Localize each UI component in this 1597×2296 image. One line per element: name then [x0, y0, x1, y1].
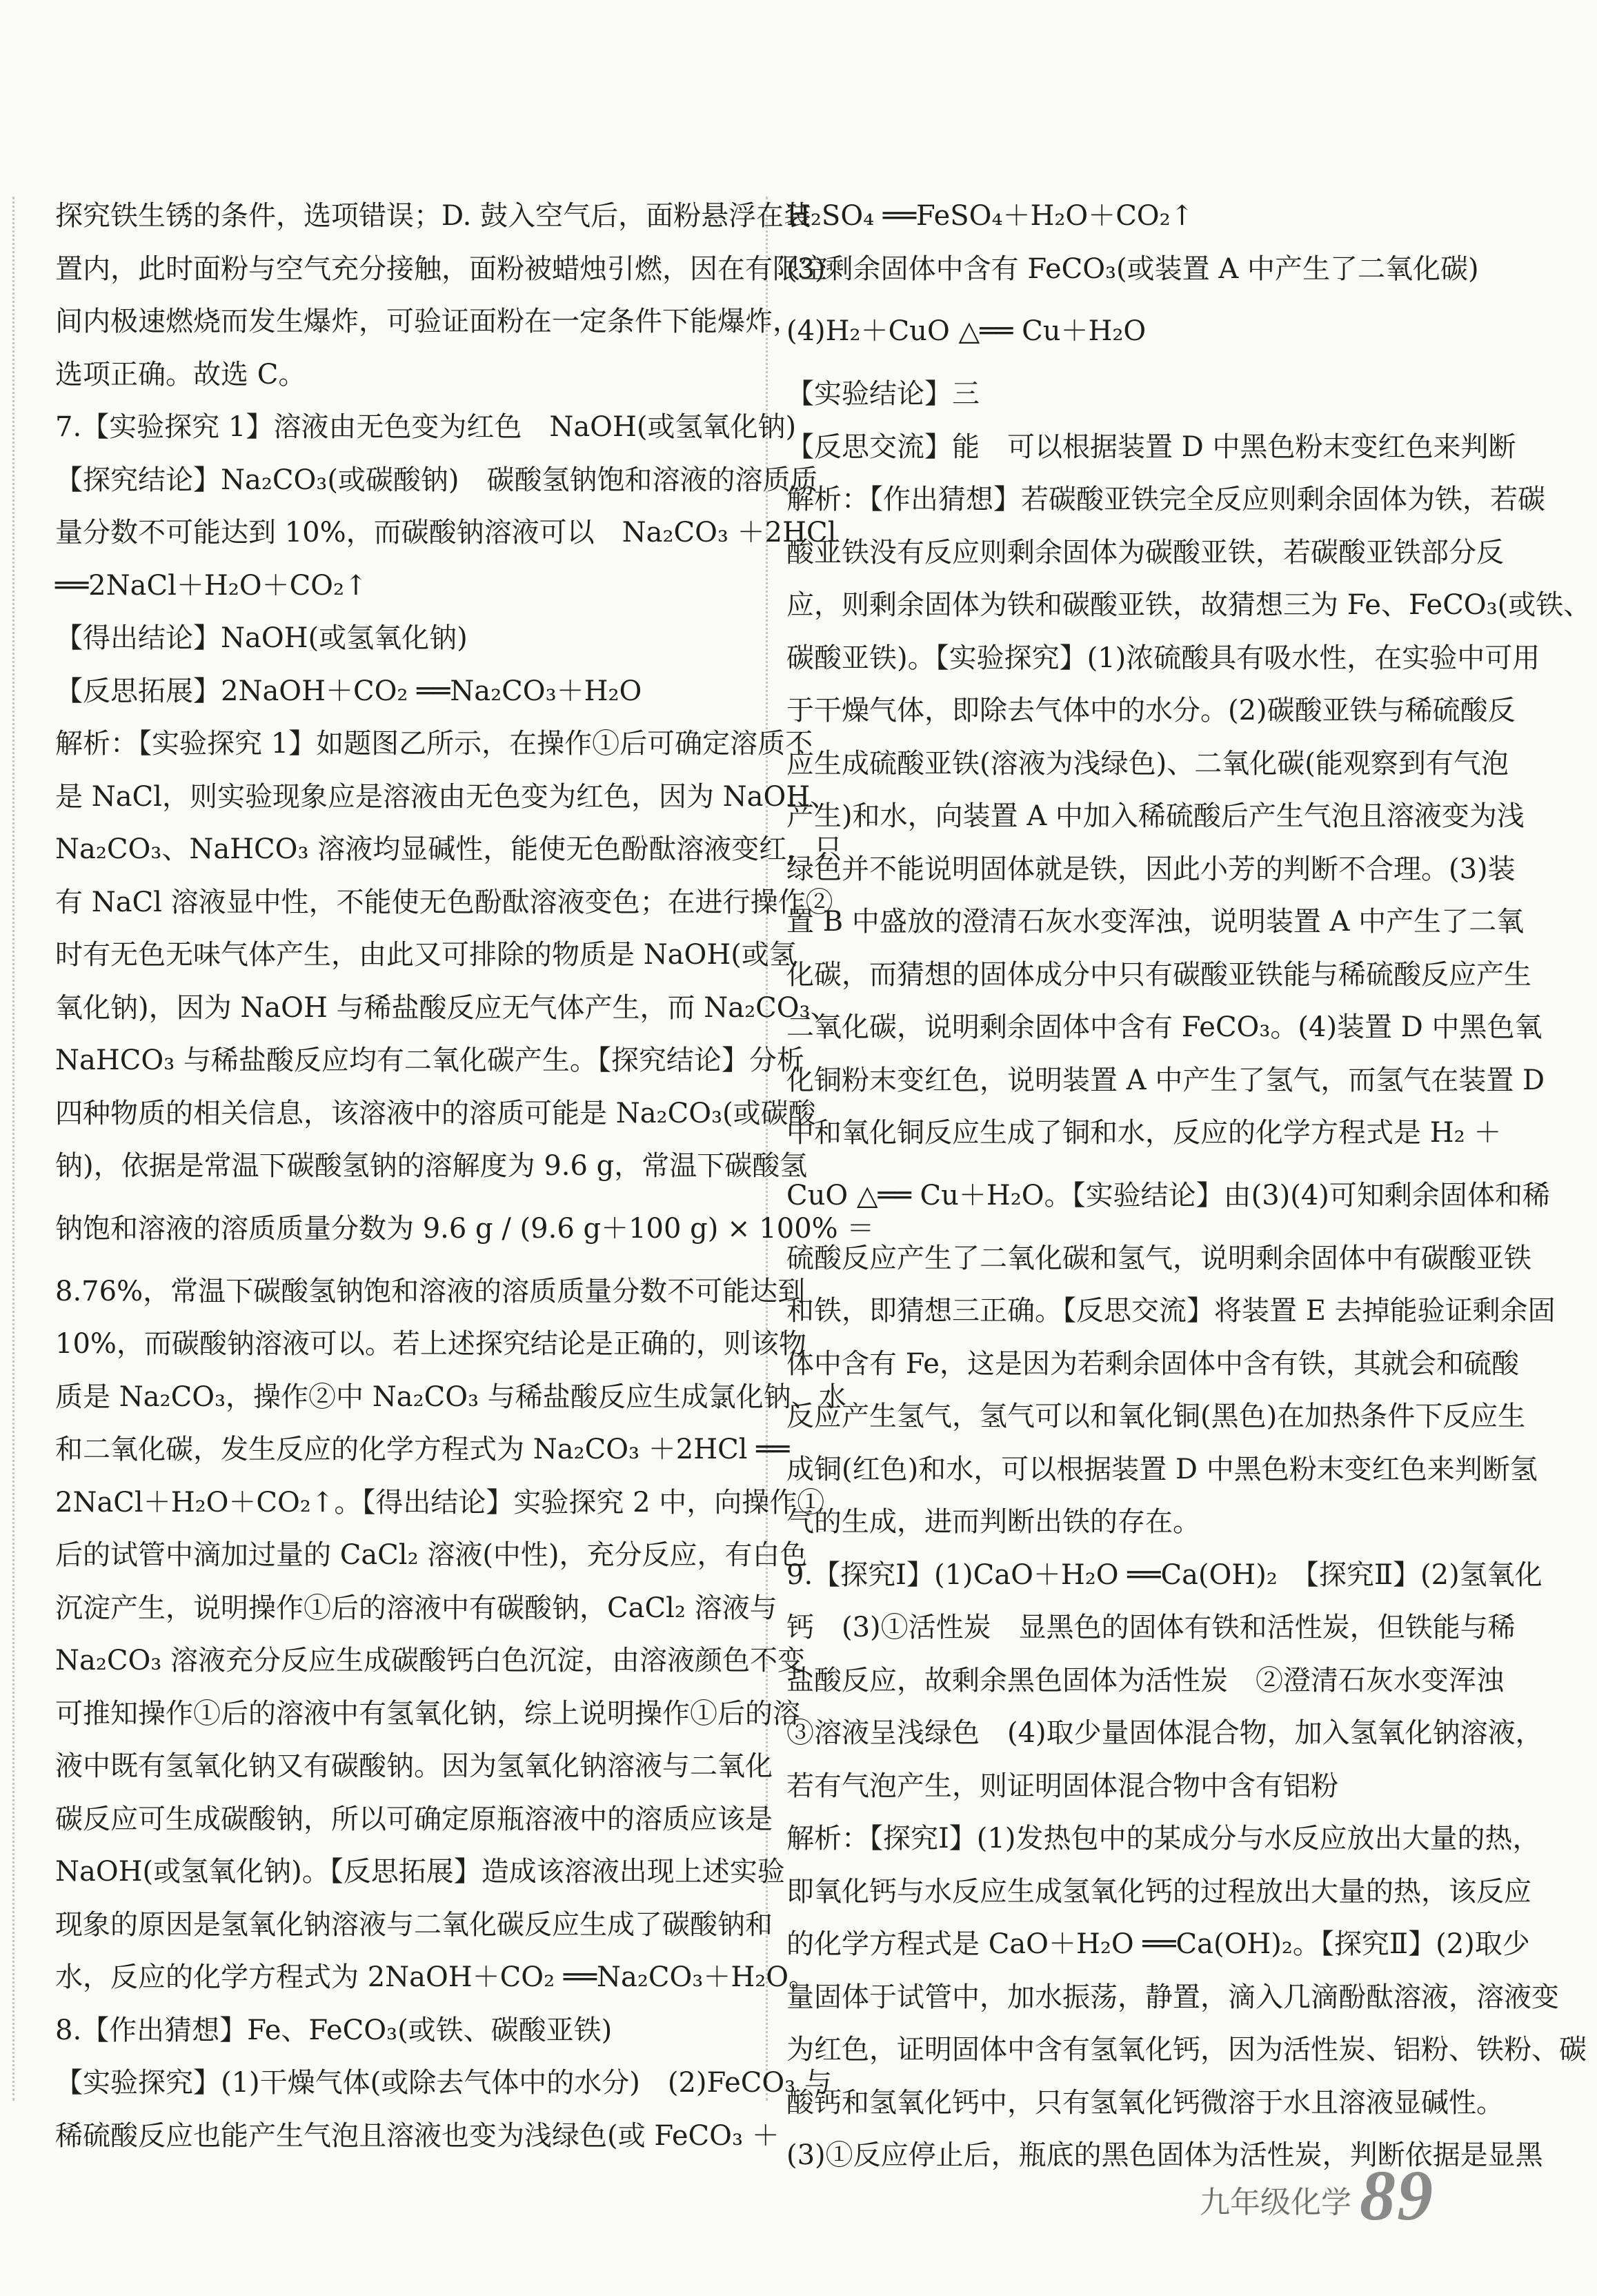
text-line: 质是 Na₂CO₃，操作②中 Na₂CO₃ 与稀盐酸反应生成氯化钠、水 — [55, 1380, 846, 1413]
text-line: 碳酸亚铁)。【实验探究】(1)浓硫酸具有吸水性，在实验中可用 — [786, 642, 1540, 674]
text-line: 应，则剩余固体为铁和碳酸亚铁，故猜想三为 Fe、FeCO₃(或铁、 — [786, 589, 1591, 621]
text-line: 即氧化钙与水反应生成氢氧化钙的过程放出大量的热，该反应 — [786, 1875, 1531, 1908]
text-line: 体中含有 Fe，这是因为若剩余固体中含有铁，其就会和硫酸 — [786, 1347, 1519, 1380]
text-line: 【探究结论】Na₂CO₃(或碳酸钠) 碳酸氢钠饱和溶液的溶质质 — [55, 464, 818, 496]
text-line: 化碳，而猜想的固体成分中只有碳酸亚铁能与稀硫酸反应产生 — [786, 958, 1531, 991]
text-line: 和二氧化碳，发生反应的化学方程式为 Na₂CO₃ ＋2HCl ══ — [55, 1434, 790, 1465]
text-line: 【反思交流】能 可以根据装置 D 中黑色粉末变红色来判断 — [786, 430, 1516, 463]
text-line: 8.76%，常温下碳酸氢钠饱和溶液的溶质质量分数不可能达到 — [55, 1275, 806, 1307]
text-line: 钙 (3)①活性炭 显黑色的固体有铁和活性炭，但铁能与稀 — [786, 1612, 1516, 1643]
text-line: 选项正确。故选 C。 — [55, 358, 306, 390]
text-line: 置内，此时面粉与空气充分接触，面粉被蜡烛引燃，因在有限空 — [55, 253, 828, 285]
left-column — [55, 190, 875, 2162]
text-line: 7.【实验探究 1】溶液由无色变为红色 NaOH(或氢氧化钠) — [55, 411, 797, 443]
text-line: 应生成硫酸亚铁(溶液为浅绿色)、二氧化碳(能观察到有气泡 — [786, 747, 1509, 780]
text-line: 硫酸反应产生了二氧化碳和氢气，说明剩余固体中有碳酸亚铁 — [786, 1242, 1531, 1274]
text-line: ══2NaCl＋H₂O＋CO₂↑ — [55, 569, 368, 602]
text-line: 解析：【作出猜想】若碳酸亚铁完全反应则剩余固体为铁，若碳 — [786, 484, 1545, 515]
text-line: 【反思拓展】2NaOH＋CO₂ ══Na₂CO₃＋H₂O — [55, 675, 642, 707]
text-line: 酸亚铁没有反应则剩余固体为碳酸亚铁，若碳酸亚铁部分反 — [786, 536, 1504, 568]
text-line: 水，反应的化学方程式为 2NaOH＋CO₂ ══Na₂CO₃＋H₂O。 — [55, 1961, 817, 1993]
text-line: 间内极速燃烧而发生爆炸，可验证面粉在一定条件下能爆炸， — [55, 306, 800, 337]
text-line: NaOH(或氢氧化钠)。【反思拓展】造成该溶液出现上述实验 — [55, 1856, 785, 1888]
text-line: 10%，而碳酸钠溶液可以。若上述探究结论是正确的，则该物 — [55, 1328, 806, 1360]
text-line: 二氧化碳，说明剩余固体中含有 FeCO₃。(4)装置 D 中黑色氧 — [786, 1011, 1543, 1043]
text-line: 量固体于试管中，加水振荡，静置，滴入几滴酚酞溶液，溶液变 — [786, 1981, 1559, 2013]
text-line: 的化学方程式是 CaO＋H₂O ══Ca(OH)₂。【探究Ⅱ】(2)取少 — [786, 1928, 1530, 1960]
text-line: 解析：【实验探究 1】如题图乙所示，在操作①后可确定溶质不 — [55, 728, 813, 760]
text-line: 碳反应可生成碳酸钠，所以可确定原瓶溶液中的溶质应该是 — [55, 1803, 773, 1835]
text-line: 成铜(红色)和水，可以根据装置 D 中黑色粉末变红色来判断氢 — [786, 1453, 1538, 1485]
text-line: 产生)和水，向装置 A 中加入稀硫酸后产生气泡且溶液变为浅 — [786, 800, 1525, 832]
text-line: 时有无色无味气体产生，由此又可排除的物质是 NaOH(或氢 — [55, 939, 797, 971]
text-line: 中和氧化铜反应生成了铜和水，反应的化学方程式是 H₂ ＋ — [786, 1117, 1502, 1149]
text-line: 【实验结论】三 — [786, 378, 980, 410]
text-line: 是 NaCl，则实验现象应是溶液由无色变为红色，因为 NaOH、 — [55, 780, 838, 813]
text-line: 8.【作出猜想】Fe、FeCO₃(或铁、碳酸亚铁) — [55, 2014, 613, 2046]
text-line: 化铜粉末变红色，说明装置 A 中产生了氢气，而氢气在装置 D — [786, 1064, 1545, 1096]
text-line: H₂SO₄ ══FeSO₄＋H₂O＋CO₂↑ — [786, 200, 1194, 232]
text-line: NaHCO₃ 与稀盐酸反应均有二氧化碳产生。【探究结论】分析 — [55, 1045, 804, 1076]
text-line: 于干燥气体，即除去气体中的水分。(2)碳酸亚铁与稀硫酸反 — [786, 695, 1516, 726]
text-line: (3)①反应停止后，瓶底的黑色固体为活性炭，判断依据是显黑 — [786, 2139, 1543, 2171]
text-line: 置 B 中盛放的澄清石灰水变浑浊，说明装置 A 中产生了二氧 — [786, 906, 1525, 938]
text-line: Na₂CO₃、NaHCO₃ 溶液均显碱性，能使无色酚酞溶液变红，只 — [55, 833, 842, 865]
footer-label: 九年级化学 — [1200, 2185, 1351, 2220]
text-line: 解析：【探究Ⅰ】(1)发热包中的某成分与水反应放出大量的热， — [786, 1823, 1540, 1854]
text-line: 若有气泡产生，则证明固体混合物中含有铝粉 — [786, 1770, 1338, 1802]
text-line: 钠)，依据是常温下碳酸氢钠的溶解度为 9.6 g，常温下碳酸氢 — [55, 1150, 808, 1182]
text-line: 反应产生氢气，氢气可以和氧化铜(黑色)在加热条件下反应生 — [786, 1401, 1526, 1432]
text-line: 探究铁生锈的条件，选项错误；D. 鼓入空气后，面粉悬浮在装 — [55, 200, 812, 232]
text-line: 可推知操作①后的溶液中有氢氧化钠，综上说明操作①后的溶 — [55, 1697, 800, 1730]
text-line: 稀硫酸反应也能产生气泡且溶液也变为浅绿色(或 FeCO₃ ＋ — [55, 2119, 780, 2152]
text-line: (4)H₂＋CuO △══ Cu＋H₂O — [786, 315, 1147, 347]
text-line: 【实验探究】(1)干燥气体(或除去气体中的水分) (2)FeCO₃ 与 — [55, 2067, 832, 2099]
text-line: Na₂CO₃ 溶液充分反应生成碳酸钙白色沉淀，由溶液颜色不变 — [55, 1645, 806, 1676]
text-line: CuO △══ Cu＋H₂O。【实验结论】由(3)(4)可知剩余固体和稀 — [786, 1179, 1550, 1211]
text-line: 为红色，证明固体中含有氢氧化钙，因为活性炭、铝粉、铁粉、碳 — [786, 2034, 1587, 2066]
text-line: 9.【探究Ⅰ】(1)CaO＋H₂O ══Ca(OH)₂ 【探究Ⅱ】(2)氢氧化 — [786, 1558, 1543, 1591]
text-line: 液中既有氢氧化钠又有碳酸钠。因为氢氧化钠溶液与二氧化 — [55, 1750, 773, 1782]
text-line: 气的生成，进而判断出铁的存在。 — [786, 1506, 1200, 1538]
page-number: 89 — [1360, 2156, 1434, 2235]
text-line: 有 NaCl 溶液显中性，不能使无色酚酞溶液变色；在进行操作② — [55, 886, 833, 918]
text-line: 后的试管中滴加过量的 CaCl₂ 溶液(中性)，充分反应，有白色 — [55, 1539, 808, 1571]
text-line: ③溶液呈浅绿色 (4)取少量固体混合物，加入氢氧化钠溶液， — [786, 1717, 1543, 1749]
right-column — [786, 190, 1591, 2182]
text-line: 酸钙和氢氧化钙中，只有氢氧化钙微溶于水且溶液显碱性。 — [786, 2086, 1504, 2119]
text-line: 【得出结论】NaOH(或氢氧化钠) — [55, 622, 468, 654]
text-line: 沉淀产生，说明操作①后的溶液中有碳酸钠，CaCl₂ 溶液与 — [55, 1592, 777, 1624]
text-line: 量分数不可能达到 10%，而碳酸钠溶液可以 Na₂CO₃ ＋2HCl — [55, 517, 837, 548]
text-line: 和铁，即猜想三正确。【反思交流】将装置 E 去掉能验证剩余固 — [786, 1295, 1556, 1327]
text-line: (3)剩余固体中含有 FeCO₃(或装置 A 中产生了二氧化碳) — [786, 253, 1479, 285]
text-line: 钠饱和溶液的溶质质量分数为 9.6 g / (9.6 g＋100 g) × 100% ＝ — [55, 1212, 875, 1245]
text-line: 绿色并不能说明固体就是铁，因此小芳的判断不合理。(3)装 — [786, 853, 1516, 885]
left-column-rule — [12, 197, 14, 2101]
text-line: 盐酸反应，故剩余黑色固体为活性炭 ②澄清石灰水变浑浊 — [786, 1664, 1504, 1696]
text-line: 现象的原因是氢氧化钠溶液与二氧化碳反应生成了碳酸钠和 — [55, 1908, 773, 1941]
text-line: 氧化钠)，因为 NaOH 与稀盐酸反应无气体产生，而 Na₂CO₃、 — [55, 991, 838, 1024]
text-line: 2NaCl＋H₂O＋CO₂↑。【得出结论】实验探究 2 中，向操作① — [55, 1486, 825, 1518]
text-line: 四种物质的相关信息，该溶液中的溶质可能是 Na₂CO₃(或碳酸 — [55, 1097, 816, 1129]
